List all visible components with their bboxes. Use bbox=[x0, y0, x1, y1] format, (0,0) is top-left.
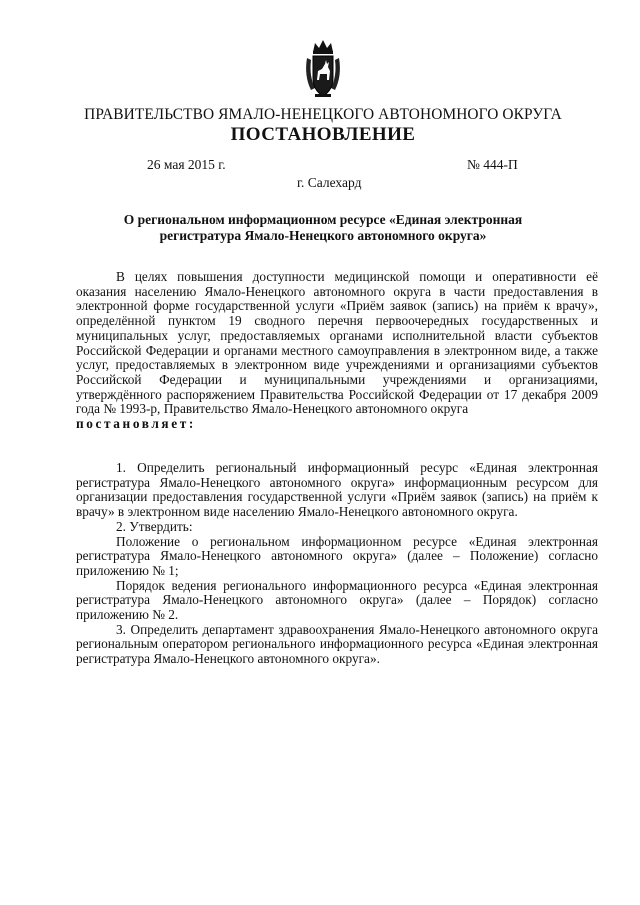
decree-word: постановляет: bbox=[76, 416, 196, 432]
document-city: г. Салехард bbox=[297, 175, 362, 190]
item-2: 2. Утвердить: bbox=[116, 518, 193, 534]
heading-line-2: регистратура Ямало-Ненецкого автономного округа» bbox=[159, 228, 487, 243]
government-name: ПРАВИТЕЛЬСТВО ЯМАЛО-НЕНЕЦКОГО АВТОНОМНОГО ОКРУГА bbox=[84, 106, 562, 123]
preamble-block bbox=[76, 270, 598, 432]
document-number: № 444-П bbox=[467, 157, 518, 172]
document-title: ПОСТАНОВЛЕНИЕ bbox=[230, 124, 416, 145]
coat-of-arms-icon bbox=[303, 38, 343, 100]
heading-line-1: О региональном информационном ресурсе «Единая электронная bbox=[123, 212, 523, 227]
item-3: 3. Определить департамент здравоохранения Ямало-Ненецкого автономного округа региональным оператором регионального информационного ресурса «Единая электронная регистратура Ямало-Ненецкого автономного округа». bbox=[76, 621, 598, 667]
document-date: 26 мая 2015 г. bbox=[147, 157, 226, 172]
item-1: 1. Определить региональный информационный ресурс «Единая электронная регистратура Ямало-Ненецкого автономного округа» информационным ресурсом для организации предоставления государственной услуги «Приём заявок (запись) на приём к врачу» в электронном виде населению Ямало-Ненецкого автономного округа. bbox=[76, 460, 598, 520]
document-heading bbox=[70, 212, 576, 244]
item-2-procedure: Порядок ведения регионального информационного ресурса «Единая электронная регистратура Ямало-Ненецкого автономного округа» (далее – Порядок) согласно приложению № 2. bbox=[76, 577, 598, 623]
preamble-paragraph: В целях повышения доступности медицинской помощи и оперативности её оказания населению Ямало-Ненецкого автономного округа в части предоставления в электронной форме государственной услуги «Приём заявок (запись) на приём к врачу», определённой пунктом 19 сводного перечня первоочередных государственных и муниципальных услуг, предоставляемых органами исполнительной власти субъектов Российской Федерации и органами местного самоуправления в электронном виде, а также услуг, предоставляемых в электронном виде учреждениями и организациями субъектов Российской Федерации и муниципальными учреждениями и организациями, утверждённого распоряжением Правительства Российской Федерации от 17 декабря 2009 года № 1993-р, Правительство Ямало-Ненецкого автономного округа bbox=[76, 269, 598, 417]
item-2-position: Положение о региональном информационном ресурсе «Единая электронная регистратура Ямало-Ненецкого автономного округа» (далее – Положение) согласно приложению № 1; bbox=[76, 533, 598, 578]
decree-items bbox=[76, 461, 598, 667]
